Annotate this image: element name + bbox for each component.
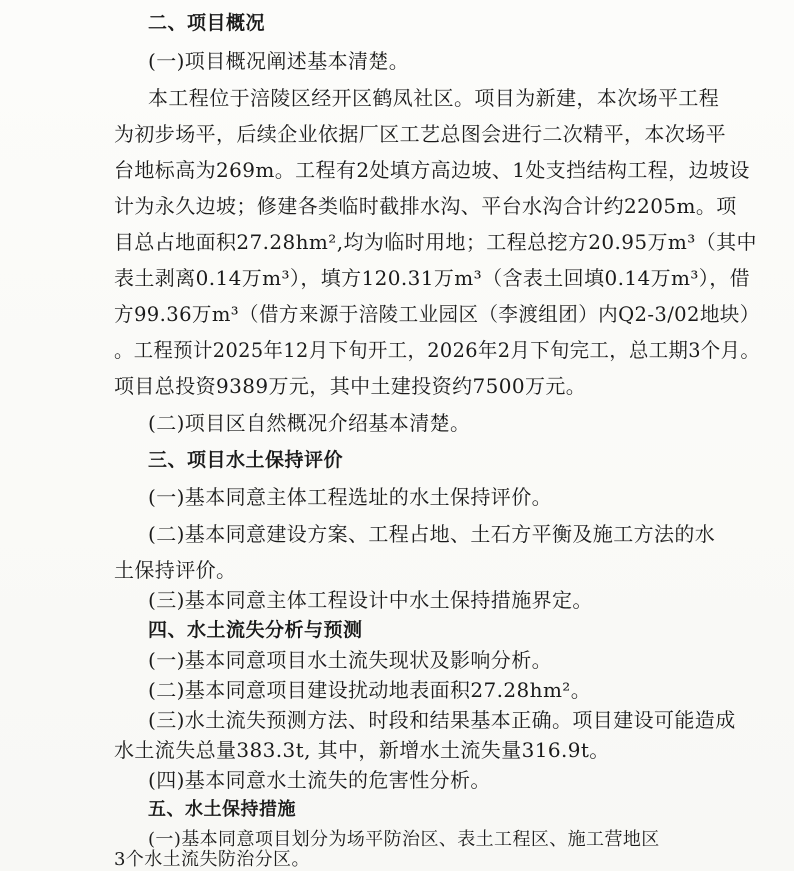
item-line: (一)基本同意项目划分为场平防治区、表土工程区、施工营地区 bbox=[148, 829, 660, 850]
paragraph-line: 方99.36万m³（借方来源于涪陵工业园区（李渡组团）内Q2-3/02地块） bbox=[114, 302, 760, 326]
paragraph-line: 为初步场平，后续企业依据厂区工艺总图会进行二次精平，本次场平 bbox=[114, 122, 726, 146]
item-line: 3个水土流失防治分区。 bbox=[114, 849, 310, 870]
section-2-item-1: (一)项目概况阐述基本清楚。 bbox=[148, 49, 410, 73]
section-4-heading: 四、水土流失分析与预测 bbox=[148, 619, 363, 641]
paragraph-line: 目总占地面积27.28hm²,均为临时用地；工程总挖方20.95万m³（其中 bbox=[114, 230, 757, 254]
section-3-heading: 三、项目水土保持评价 bbox=[148, 449, 344, 471]
item-line: 水土流失总量383.3t, 其中，新增水土流失量316.9t。 bbox=[114, 738, 610, 762]
section-4-item-1: (一)基本同意项目水土流失现状及影响分析。 bbox=[148, 648, 553, 672]
paragraph-line: 项目总投资9389万元，其中土建投资约7500万元。 bbox=[114, 374, 587, 398]
paragraph-line: 本工程位于涪陵区经开区鹤凤社区。项目为新建，本次场平工程 bbox=[148, 86, 720, 110]
paragraph-line: 。工程预计2025年12月下旬开工，2026年2月下旬完工，总工期3个月。 bbox=[114, 338, 761, 362]
section-2-heading: 二、项目概况 bbox=[148, 12, 266, 34]
section-3-item-1: (一)基本同意主体工程选址的水土保持评价。 bbox=[148, 485, 553, 509]
paragraph-line: 计为永久边坡；修建各类临时截排水沟、平台水沟合计约2205m。项 bbox=[114, 194, 737, 218]
item-line: (三)水土流失预测方法、时段和结果基本正确。项目建设可能造成 bbox=[148, 708, 736, 732]
section-5-heading: 五、水土保持措施 bbox=[148, 799, 296, 820]
paragraph-line: 表土剥离0.14万m³），填方120.31万m³（含表土回填0.14万m³），借 bbox=[114, 266, 750, 290]
item-line: 土保持评价。 bbox=[114, 558, 237, 582]
section-4-item-2: (二)基本同意项目建设扰动地表面积27.28hm²。 bbox=[148, 678, 592, 702]
section-3-item-3: (三)基本同意主体工程设计中水土保持措施界定。 bbox=[148, 588, 593, 612]
section-4-item-4: (四)基本同意水土流失的危害性分析。 bbox=[148, 768, 491, 792]
section-2-item-2: (二)项目区自然概况介绍基本清楚。 bbox=[148, 411, 471, 435]
paragraph-line: 台地标高为269m。工程有2处填方高边坡、1处支挡结构工程，边坡设 bbox=[114, 158, 750, 182]
item-line: (二)基本同意建设方案、工程占地、土石方平衡及施工方法的水 bbox=[148, 522, 716, 546]
